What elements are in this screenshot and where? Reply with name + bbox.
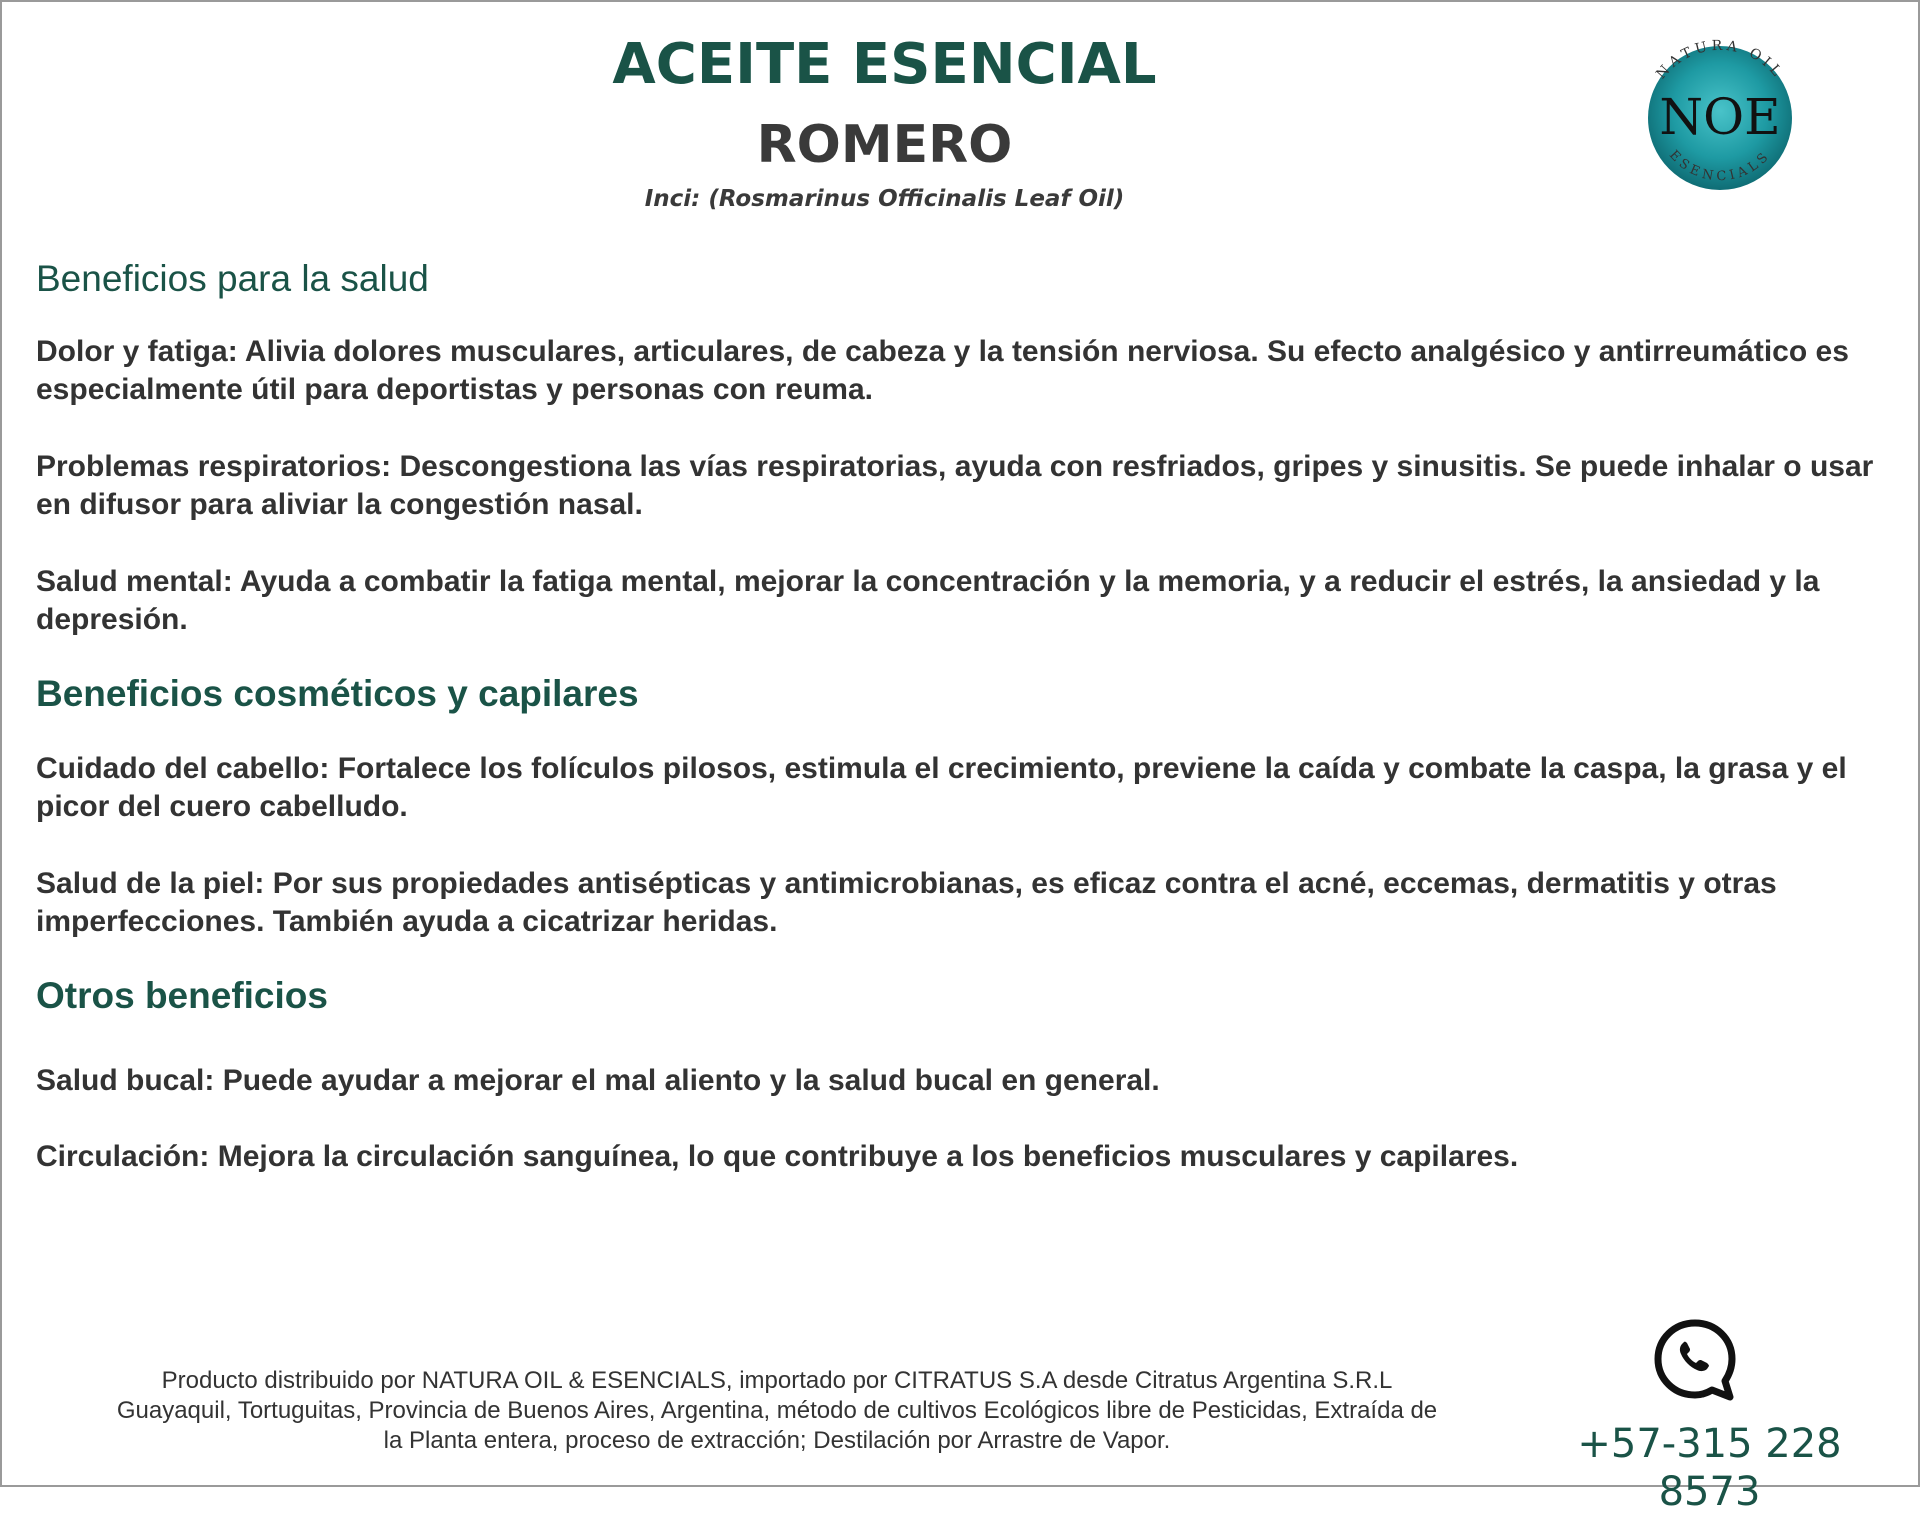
content: [36, 257, 1896, 1215]
page-title: ACEITE ESENCIAL: [612, 32, 1157, 97]
paragraph: Problemas respiratorios: Descongestiona las vías respiratorias, ayuda con resfriados, gripes y sinusitis. Se puede inhalar o usar en difusor para aliviar la congestión nasal.: [36, 450, 1874, 521]
paragraph: Dolor y fatiga: Alivia dolores musculares, articulares, de cabeza y la tensión nerviosa. Su efecto analgésico y antirreumático es especialmente útil para deportistas y personas con reuma.: [36, 335, 1849, 406]
paragraph: Cuidado del cabello: Fortalece los folículos pilosos, estimula el crecimiento, previene la caída y combate la caspa, la grasa y el picor del cuero cabelludo.: [36, 752, 1847, 823]
footer-line: Producto distribuido por NATURA OIL & ESENCIALS, importado por CITRATUS S.A desde Citratus Argentina S.R.L: [161, 1367, 1393, 1394]
paragraph: Circulación: Mejora la circulación sanguínea, lo que contribuye a los beneficios musculares y capilares.: [36, 1140, 1519, 1173]
section-heading-health: Beneficios para la salud: [36, 258, 429, 299]
logo-arc-bottom: ESENCIALS: [1666, 147, 1774, 185]
product-name: ROMERO: [756, 115, 1013, 175]
logo-arc-top: NATURA OIL: [1653, 37, 1787, 83]
brand-logo: [1620, 20, 1820, 220]
logo-text: NOE: [1659, 88, 1781, 146]
paragraph: Salud bucal: Puede ayudar a mejorar el mal aliento y la salud bucal en general.: [36, 1064, 1160, 1097]
noe-logo-icon: [1620, 20, 1820, 220]
inci-name: Inci: (Rosmarinus Officinalis Leaf Oil): [644, 186, 1125, 212]
section-heading-cosmetic: Beneficios cosméticos y capilares: [36, 673, 639, 714]
phone-number[interactable]: +57-315 228 8573: [1577, 1421, 1842, 1515]
header: [2, 30, 1767, 214]
footer-line: la Planta entera, proceso de extracción; Destilación por Arrastre de Vapor.: [383, 1427, 1171, 1454]
paragraph: Salud mental: Ayuda a combatir la fatiga mental, mejorar la concentración y la memoria, y a reducir el estrés, la ansiedad y la depresión.: [36, 565, 1820, 636]
footer-info: [12, 1366, 1542, 1456]
paragraph: Salud de la piel: Por sus propiedades antisépticas y antimicrobianas, es eficaz contra el acné, eccemas, dermatitis y otras imperfecciones. También ayuda a cicatrizar heridas.: [36, 867, 1777, 938]
footer-line: Guayaquil, Tortuguitas, Provincia de Buenos Aires, Argentina, método de cultivos Ecológicos libre de Pesticidas, Extraída de: [116, 1397, 1438, 1424]
whatsapp-icon[interactable]: [1652, 1317, 1738, 1403]
section-heading-other: Otros beneficios: [36, 975, 328, 1016]
